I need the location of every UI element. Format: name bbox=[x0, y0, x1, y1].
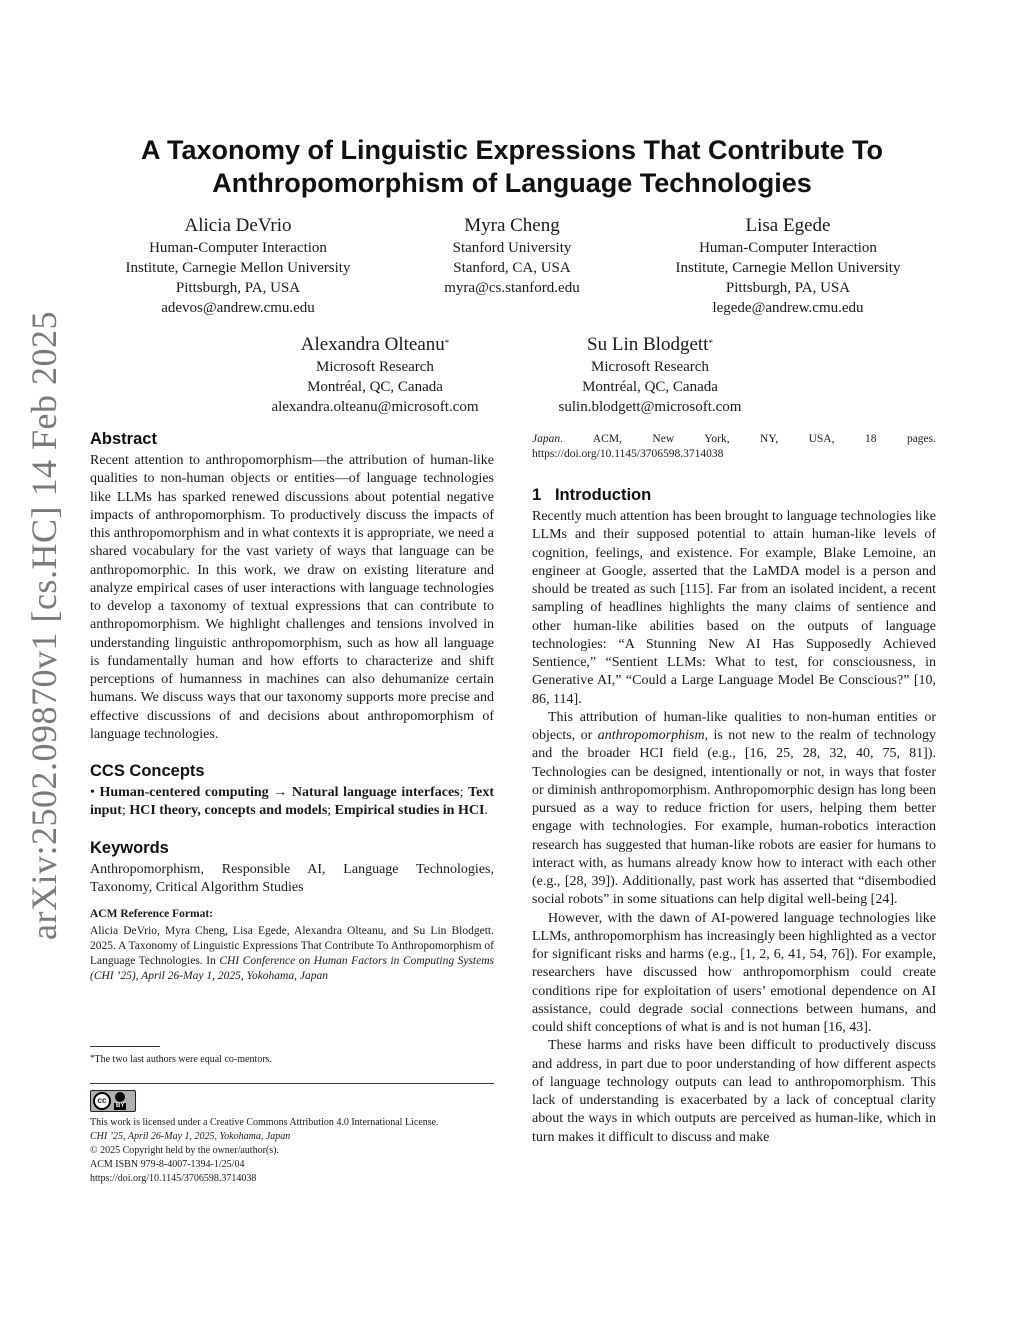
author-affiliation: Microsoft Research bbox=[591, 359, 709, 375]
author-affiliation: Institute, Carnegie Mellon University bbox=[125, 260, 351, 276]
author-name: Su Lin Blodgett* bbox=[587, 334, 713, 355]
author-location: Pittsburgh, PA, USA bbox=[175, 280, 301, 296]
by-icon: BY bbox=[114, 1092, 126, 1110]
license-rule bbox=[90, 1083, 494, 1084]
acm-ref-label: ACM Reference Format: bbox=[90, 908, 214, 920]
title-line-1: A Taxonomy of Linguistic Expressions That Contribute To bbox=[140, 135, 884, 165]
license-doi[interactable]: https://doi.org/10.1145/3706598.3714038 bbox=[90, 1173, 257, 1184]
intro-paragraph-2: This attribution of human-like qualities to non-human entities or objects, or anthropomorphism, is not new to the realm of technology and the broader HCI field (e.g., [16, 25, 28, 32, 40, 75, 81]). Technologies can be designed, intentionally or not, in ways that foster or diminish anthropomorphism. Anthropomorphic design has long been pursued as a way to reduce friction for users, helping them better engage with technologies. For example, human-robotics interaction research has suggested that human-like robots are easier for humans to interact with, as humans already know how to interact with each other (e.g., [28, 39]). Additionally, past work has asserted that “disembodied social robots” in some situations can help digital well-being [24]. bbox=[532, 709, 936, 908]
title-line-2: Anthropomorphism of Language Technologies bbox=[212, 168, 812, 198]
intro-paragraph-1: Recently much attention has been brought to language technologies like LLMs and their supposed potential to attain human-like levels of cognition, feelings, and existence. For example, Blake Lemoine, an engineer at Google, asserted that the LaMDA model is a person and should be treated as such [115]. Far from an isolated incident, a recent sampling of headlines highlights the many claims of sentience and other human-like abilities based on the outputs of language technologies: “A Stunning New AI Has Supposedly Achieved Sentience,” “Sentient LLMs: What to test, for consciousness, in Generative AI,” “Could a Large Language Model Be Conscious?” [10, 86, 114]. bbox=[532, 509, 936, 707]
license-copyright: © 2025 Copyright held by the owner/author(s). bbox=[90, 1145, 279, 1156]
person-icon bbox=[115, 1092, 125, 1102]
abstract-heading: Abstract bbox=[90, 430, 157, 448]
author-name: Alexandra Olteanu* bbox=[300, 334, 450, 355]
license-line[interactable]: This work is licensed under a Creative Commons Attribution 4.0 International License. bbox=[90, 1117, 439, 1128]
author-block-cheng bbox=[402, 214, 622, 298]
author-location: Montréal, QC, Canada bbox=[582, 379, 718, 395]
license-venue: CHI ’25, April 26-May 1, 2025, Yokohama, Japan bbox=[90, 1131, 291, 1142]
right-column bbox=[532, 432, 936, 1147]
intro-paragraph-4: These harms and risks have been difficult to productively discuss and address, in part due to poor understanding of how different aspects of language technology outputs can lead to anthropomorphism. This lack of understanding is exacerbated by a lack of conceptual clarity about the ways in which outputs are perceived as human-like, which in turn makes it difficult to discuss and make bbox=[532, 1038, 936, 1145]
cc-by-icon[interactable] bbox=[90, 1090, 136, 1112]
arxiv-stamp: arXiv:2502.09870v1 [cs.HC] 14 Feb 2025 bbox=[24, 311, 64, 940]
intro-heading: 1 Introduction bbox=[532, 486, 652, 504]
footnote: *The two last authors were equal co-mentors. bbox=[90, 1053, 272, 1065]
keywords-text: Anthropomorphism, Responsible AI, Language Technologies, Taxonomy, Critical Algorithm Studies bbox=[90, 861, 494, 895]
author-block-olteanu bbox=[245, 333, 505, 417]
author-location: Montréal, QC, Canada bbox=[307, 379, 443, 395]
ccs-concepts: • Human-centered computing → Natural language interfaces; Text input; HCI theory, concepts and models; Empirical studies in HCI. bbox=[90, 785, 495, 819]
license-isbn: ACM ISBN 979-8-4007-1394-1/25/04 bbox=[90, 1159, 245, 1170]
footnote-rule bbox=[90, 1046, 160, 1047]
author-name: Alicia DeVrio bbox=[184, 215, 292, 236]
author-block-devrio bbox=[98, 214, 378, 318]
author-email[interactable]: legede@andrew.cmu.edu bbox=[712, 300, 864, 316]
author-email[interactable]: sulin.blodgett@microsoft.com bbox=[558, 399, 742, 415]
author-name: Myra Cheng bbox=[464, 215, 560, 236]
cc-icon: cc bbox=[93, 1092, 111, 1110]
author-email[interactable]: adevos@andrew.cmu.edu bbox=[161, 300, 315, 316]
author-location: Stanford, CA, USA bbox=[453, 260, 571, 276]
left-column bbox=[90, 428, 494, 985]
author-block-egede bbox=[648, 214, 928, 318]
author-location: Pittsburgh, PA, USA bbox=[725, 280, 851, 296]
acm-ref-text: Alicia DeVrio, Myra Cheng, Lisa Egede, Alexandra Olteanu, and Su Lin Blodgett. 2025. A Taxonomy of Linguistic Expressions That Contribute To Anthropomorphism of Language Technologies. In CHI Conference on Human Factors in Computing Systems (CHI ’25), April 26-May 1, 2025, Yokohama, Japan bbox=[90, 925, 494, 982]
abstract-text: Recent attention to anthropomorphism—the attribution of human-like qualities to non-human objects or entities—of language technologies like LLMs has sparked renewed discussions about potential negative impacts of anthropomorphism. To productively discuss the impacts of this anthropomorphism and in what contexts it is appropriate, we need a shared vocabulary for the vast variety of ways that language can be anthropomorphic. In this work, we draw on existing literature and analyze empirical cases of user interactions with language technologies to develop a taxonomy of textual expressions that can contribute to anthropomorphism. We highlight challenges and tensions involved in understanding linguistic anthropomorphism, such as how all language is fundamentally human and how efforts to characterize and shift perceptions of humanness in machines can also dehumanize certain humans. We discuss ways that our taxonomy supports more precise and effective discussions of and decisions about anthropomorphism of language technologies. bbox=[90, 453, 494, 742]
author-email[interactable]: alexandra.olteanu@microsoft.com bbox=[271, 399, 479, 415]
ccs-heading: CCS Concepts bbox=[90, 762, 205, 780]
author-name: Lisa Egede bbox=[745, 215, 831, 236]
keywords-heading: Keywords bbox=[90, 838, 169, 857]
license-text bbox=[90, 1116, 494, 1186]
paper-title bbox=[90, 134, 934, 200]
author-affiliation: Stanford University bbox=[452, 240, 572, 256]
author-affiliation: Human-Computer Interaction bbox=[149, 240, 327, 256]
author-affiliation: Microsoft Research bbox=[316, 359, 434, 375]
intro-paragraph-3: However, with the dawn of AI-powered language technologies like LLMs, anthropomorphism has increasingly been highlighted as a vector for significant risks and harms (e.g., [1, 2, 6, 41, 54, 76]). For example, researchers have discussed how anthropomorphism could create conditions ripe for exploitation of users’ emotional dependence on AI assistance, could degrade social connections between humans, and could shift conceptions of what is and is not human [16, 43]. bbox=[532, 910, 936, 1035]
acm-ref-continued: Japan. ACM, New York, NY, USA, 18 pages. https://doi.org/10.1145/3706598.3714038 bbox=[532, 433, 936, 460]
author-affiliation: Institute, Carnegie Mellon University bbox=[675, 260, 901, 276]
author-block-blodgett bbox=[530, 333, 770, 417]
author-affiliation: Human-Computer Interaction bbox=[699, 240, 877, 256]
author-email[interactable]: myra@cs.stanford.edu bbox=[444, 280, 580, 296]
